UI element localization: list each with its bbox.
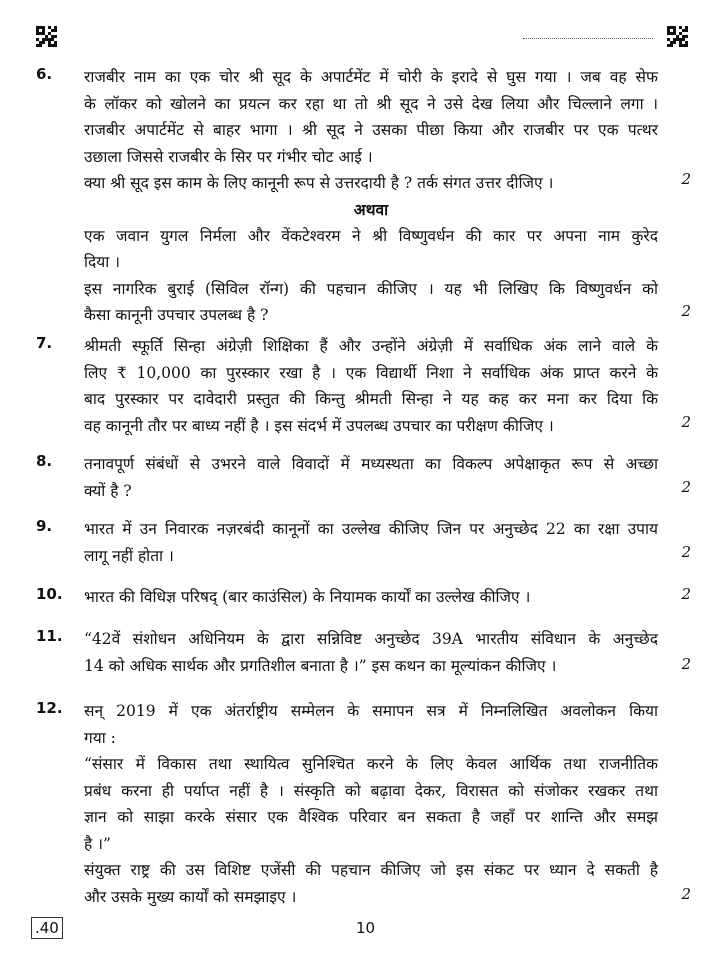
question-line: “संसार में विकास तथा स्थायित्व सुनिश्चित करने के लिए केवल आर्थिक तथा राजनीतिक	[84, 755, 658, 773]
question-line: क्यों है ?	[84, 481, 132, 500]
or-label: अथवा	[353, 199, 389, 219]
question-line: है ।”	[84, 834, 111, 853]
question-line: एक जवान युगल निर्मला और वेंकटेश्वरम ने श्री विष्णुवर्धन की कार पर अपना नाम कुरेद	[84, 226, 658, 245]
question-line: 14 को अधिक सार्थक और प्रगतिशील बनाता है ।” इस कथन का मूल्यांकन कीजिए ।	[84, 656, 557, 675]
question-number: 8.	[36, 452, 53, 470]
marks: 2	[681, 885, 691, 903]
paper-code: .40	[31, 917, 63, 939]
question-line: और उसके मुख्य कार्यों को समझाइए ।	[84, 887, 297, 906]
question-line: भारत की विधिज्ञ परिषद् (बार काउंसिल) के नियामक कार्यों का उल्लेख कीजिए ।	[84, 588, 531, 606]
marks: 2	[681, 585, 691, 603]
marks: 2	[681, 478, 691, 496]
question-line: गया :	[84, 728, 116, 747]
question-line: इस नागरिक बुराई (सिविल रॉन्ग) की पहचान कीजिए । यह भी लिखिए कि विष्णुवर्धन को	[84, 279, 658, 298]
question-text	[84, 516, 658, 569]
question-line: लिए ₹ 10,000 का पुरस्कार रखा है । एक विद्यार्थी निशा ने सर्वाधिक अंक प्राप्त करने के	[84, 363, 658, 382]
question-number: 9.	[36, 517, 53, 535]
question-text	[84, 626, 658, 679]
question-line: राजबीर अपार्टमेंट से बाहर भागा । श्री सूद ने उसका पीछा किया और राजबीर पर एक पत्थर	[84, 121, 658, 139]
question-line: क्या श्री सूद इस काम के लिए कानूनी रूप से उत्तरदायी है ? तर्क संगत उत्तर दीजिए ।	[84, 174, 554, 192]
question-line: उछाला जिससे राजबीर के सिर पर गंभीर चोट आई ।	[84, 147, 373, 166]
question-number: 7.	[36, 334, 53, 352]
question-number: 10.	[36, 585, 63, 603]
marks: 2	[681, 413, 691, 431]
question-number: 11.	[36, 627, 63, 645]
qr-code-right-icon	[667, 26, 689, 48]
question-line: वह कानूनी तौर पर बाध्य नहीं है । इस संदर्भ में उपलब्ध उपचार का परीक्षण कीजिए ।	[84, 416, 554, 435]
question-number: 6.	[36, 65, 53, 83]
question-line: प्रबंध करना ही पर्याप्त नहीं है । संस्कृति को बढ़ावा देकर, विरासत को संजोकर रखकर तथा	[84, 781, 658, 800]
question-number: 12.	[36, 699, 63, 717]
question-line: बाद पुरस्कार पर दावेदारी प्रस्तुत की किन्तु श्रीमती सिन्हा ने यह कह कर मना कर दिया कि	[84, 390, 658, 408]
question-line: दिया ।	[84, 253, 121, 271]
marks: 2	[681, 302, 691, 320]
question-line: श्रीमती स्फूर्ति सिन्हा अंग्रेज़ी शिक्षिका हैं और उन्होंने अंग्रेज़ी में सर्वाधिक अंक लाने वाले के	[84, 337, 658, 355]
qr-code-left-icon	[36, 26, 58, 48]
marks: 2	[681, 655, 691, 673]
question-line: सन् 2019 में एक अंतर्राष्ट्रीय सम्मेलन के समापन सत्र में निम्नलिखित अवलोकन किया	[84, 702, 658, 720]
page-number: 10	[356, 919, 376, 937]
question-line: राजबीर नाम का एक चोर श्री सूद के अपार्टमेंट में चोरी के इरादे से घुस गया । जब वह सेफ	[84, 68, 658, 86]
question-text	[84, 698, 658, 910]
question-line: भारत में उन निवारक नज़रबंदी कानूनों का उल्लेख कीजिए जिन पर अनुच्छेद 22 का रक्षा उपाय	[84, 520, 658, 538]
question-line: तनावपूर्ण संबंधों से उभरने वाले विवादों में मध्यस्थता का विकल्प अपेक्षाकृत रूप से अच्छा	[84, 455, 658, 473]
question-text	[84, 451, 658, 504]
question-line: कैसा कानूनी उपचार उपलब्ध है ?	[84, 306, 269, 324]
question-text	[84, 584, 658, 611]
question-line: लागू नहीं होता ।	[84, 546, 174, 565]
question-line: ज्ञान को साझा करके संसार एक वैश्विक परिवार बन सकता है जहाँ पर शान्ति और समझ	[84, 808, 658, 826]
marks: 2	[681, 543, 691, 561]
question-line: “42वें संशोधन अधिनियम के द्वारा सन्निविष्ट अनुच्छेद 39A भारतीय संविधान के अनुच्छेद	[84, 630, 658, 648]
question-text	[84, 333, 658, 439]
question-line: संयुक्त राष्ट्र की उस विशिष्ट एजेंसी की पहचान कीजिए जो इस संकट पर ध्यान दे सकती है	[84, 861, 658, 879]
header-divider	[523, 38, 653, 39]
question-line: के लॉकर को खोलने का प्रयत्न कर रहा था तो श्री सूद ने उसे देख लिया और चिल्लाने लगा ।	[84, 94, 658, 113]
marks: 2	[681, 170, 691, 188]
question-text	[84, 64, 658, 329]
